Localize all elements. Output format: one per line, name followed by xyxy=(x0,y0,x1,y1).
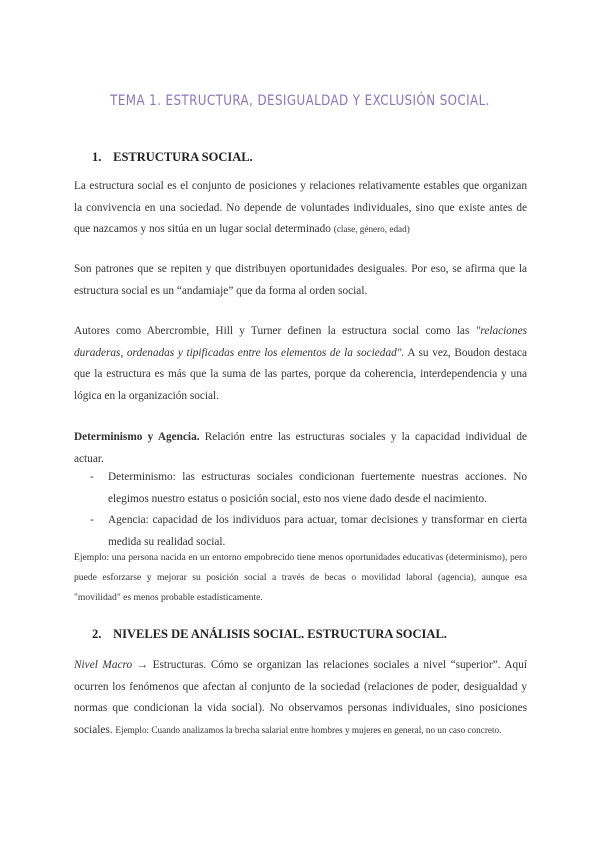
document-title: TEMA 1. ESTRUCTURA, DESIGUALDAD Y EXCLUSIÓN SOCIAL. xyxy=(110,93,490,109)
section-1-number: 1. xyxy=(92,150,102,164)
section-1-title: ESTRUCTURA SOCIAL. xyxy=(113,150,253,164)
quote-definition: "relaciones duraderas, ordenadas y tipificadas entre los elementos de la sociedad". xyxy=(74,325,527,359)
section-1-paragraph-3: Autores como Abercrombie, Hill y Turner definen la estructura social como las "relaciones duraderas, ordenadas y tipificadas entre los elementos de la sociedad". A su vez, Boudon destaca que la estructura es más que la suma de las partes, porque da coherencia, interdependencia y una lógica en la organización social. xyxy=(74,325,527,402)
section-2-title: NIVELES DE ANÁLISIS SOCIAL. ESTRUCTURA SOCIAL. xyxy=(113,627,447,641)
section-2-heading xyxy=(92,627,447,642)
macro-level-label: Nivel Macro xyxy=(74,659,133,671)
list-item-agency: - Agencia: capacidad de los individuos para actuar, tomar decisiones y transformar en cierta medida su realidad social. xyxy=(90,514,527,548)
section-1-paragraph-1-note: (clase, género, edad) xyxy=(333,224,410,234)
section-1-paragraph-4: Determinismo y Agencia. Relación entre las estructuras sociales y la capacidad individual de actuar. xyxy=(74,431,527,465)
section-1-example: Ejemplo: una persona nacida en un entorno empobrecido tiene menos oportunidades educativas (determinismo), pero puede esforzarse y mejorar su posición social a través de becas o movilidad laboral (agencia), aunque esa "movilidad" es menos probable estadísticamente. xyxy=(74,552,527,603)
section-1-paragraph-2: Son patrones que se repiten y que distribuyen oportunidades desiguales. Por eso, se afirma que la estructura social es un “andamiaje” que da forma al orden social. xyxy=(74,263,527,297)
section-2-paragraph-1: Nivel Macro → Estructuras. Cómo se organizan las relaciones sociales a nivel “superior”. Aquí ocurren los fenómenos que afectan al conjunto de la sociedad (relaciones de poder, desigualdad y normas que condicionan la vida social). No observamos personas individuales, sino posiciones sociales. Ejemplo: Cuando analizamos la brecha salarial entre hombres y mujeres en general, no un caso concreto. xyxy=(74,659,527,736)
section-1-paragraph-1: La estructura social es el conjunto de posiciones y relaciones relativamente estables que organizan la convivencia en una sociedad. No depende de voluntades individuales, sino que existe antes de que nazcamos y nos sitúa en un lugar social determinado (clase, género, edad) xyxy=(74,180,527,235)
arrow-icon: → xyxy=(136,659,149,671)
section-2-example: Ejemplo: Cuando analizamos la brecha salarial entre hombres y mujeres en general, no un caso concreto. xyxy=(115,724,502,735)
list-item-determinism: - Determinismo: las estructuras sociales condicionan fuertemente nuestras acciones. No elegimos nuestro estatus o posición social, esto nos viene dado desde el nacimiento. xyxy=(90,471,527,505)
section-1-heading xyxy=(92,150,253,165)
section-2-number: 2. xyxy=(92,627,102,641)
determinism-agency-label: Determinismo y Agencia. xyxy=(74,431,200,443)
